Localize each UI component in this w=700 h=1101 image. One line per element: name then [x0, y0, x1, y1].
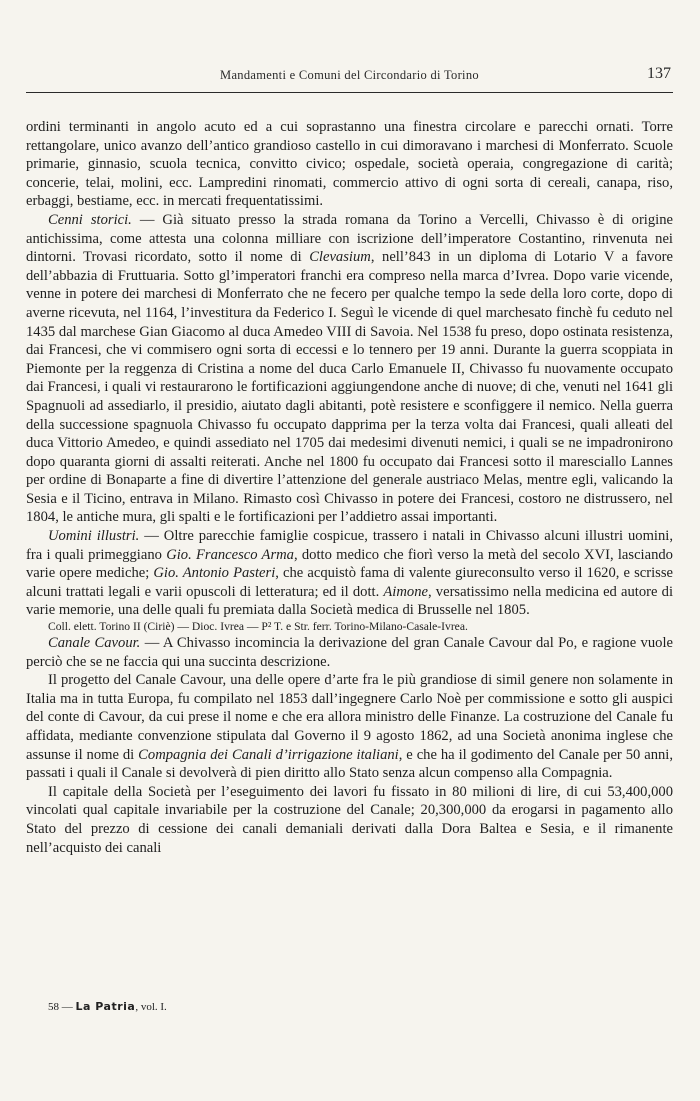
header-title: Mandamenti e Comuni del Circondario di Torino	[220, 68, 479, 82]
administrative-note: Coll. elett. Torino II (Ciriè) — Dioc. Ivrea — P² T. e Str. ferr. Torino-Milano-Casale-Ivrea.	[48, 620, 468, 634]
paragraph-canale-cavour: Canale Cavour. — A Chivasso incomincia la derivazione del gran Canale Cavour dal Po, e ragione vuole perciò che se ne faccia qui una succinta descrizione.	[26, 635, 673, 670]
person-name-aimone: Aimone	[383, 583, 428, 600]
latin-name: Clevasium	[309, 249, 371, 266]
main-text	[26, 118, 673, 857]
page-number: 137	[647, 65, 671, 82]
section-label-canale-cavour: Canale Cavour.	[48, 635, 141, 652]
company-name: Compagnia dei Canali d’irrigazione italiani	[138, 746, 399, 763]
paragraph-1: ordini terminanti in angolo acuto ed a cui soprastanno una finestra circolare e parecchi ornati. Torre rettangolare, unico avanzo dell’antico grandioso castello in cui dimoravano i marchesi di Monferrato. Scuole primarie, ginnasio, scuola tecnica, convitto civico; ospedale, società operaia, congregazione di carità; concerie, telai, molini, ecc. Lampredini rinomati, commercio attivo di ogni sorta di cereali, canapa, riso, erbaggi, bestiame, ecc. in mercati frequentatissimi.	[26, 119, 673, 210]
person-name-arma: Gio. Francesco Arma	[166, 546, 294, 563]
section-label-cenni-storici: Cenni storici.	[48, 211, 132, 228]
paragraph-progetto: Il progetto del Canale Cavour, una delle opere d’arte fra le più grandiose di simil genere non solamente in Italia ma in tutta Europa, fu compilato nel 1853 dall’ingegnere Carlo Noè per commissione e sotto gli auspici del conte di Cavour, da cui prese il nome e che era allora ministro delle Finanze. La costruzione del Canale fu affidata, mediante convenzione stipulata dal Governo il 9 agosto 1862, ad una Società anonima inglese che assunse il nome di Compagnia dei Canali d’irrigazione italiani, e che ha il godimento del Canale per 50 anni, passati i quali il Canale si devolverà di pien diritto allo Stato senza alcun compenso alla Compagnia.	[26, 672, 673, 782]
person-name-pasteri: Gio. Antonio Pasteri	[153, 565, 276, 582]
running-header	[26, 64, 673, 93]
section-label-uomini-illustri: Uomini illustri.	[48, 528, 140, 545]
paragraph-capitale: Il capitale della Società per l’eseguimento dei lavori fu fissato in 80 milioni di lire, di cui 53,400,000 vincolati qual capitale invariabile per la costruzione del Canale; 20,300,000 da erogarsi in pagamento allo Stato del prezzo di cessione dei canali demaniali derivati dalla Dora Baltea e Sesia, e il rimanente nell’acquisto dei canali	[26, 783, 673, 856]
journal-title: La Patria	[75, 1000, 136, 1013]
paragraph-cenni-storici: Cenni storici. — Già situato presso la strada romana da Torino a Vercelli, Chivasso è di origine antichissima, come attesta una colonna milliare con iscrizione dell’imperatore Costantino, rinvenuta nei dintorni. Trovasi ricordato, sotto il nome di Clevasium, nell’843 in un diploma di Lotario V a favore dell’abbazia di Fruttuaria. Sotto gl’imperatori franchi era compreso nella marca d’Ivrea. Dopo varie vicende, venne in potere dei marchesi di Monferrato che ne fecero per qualche tempo la sede della loro corte, dopo di averne ricevuta, nel 1164, l’investitura da Federico I. Seguì le vicende di quel marchesato finchè fu ceduto nel 1435 dal marchese Gian Giacomo al duca Amedeo VIII di Savoia. Nel 1538 fu preso, dopo ostinata resistenza, dai Francesi, che vi commisero ogni sorta di eccessi e lo tennero per 19 anni. Durante la guerra scoppiata in Piemonte per la reggenza di Cristina a nome del duca Carlo Emanuele II, Chivasso fu nuovamente occupato dai Francesi, i quali vi restaurarono le fortificazioni aggiungendone anche di nuove; di che, venuti nel 1641 gli Spagnuoli ad assediarlo, il presidio, aiutato dagli abitanti, potè resistere e sconfiggere il nemico. Nella guerra della successione spagnuola Chivasso fu occupato dapprima per la terza volta dai Francesi, quali alleati del duca Vittorio Amedeo, e quindi assediato nel 1705 dai medesimi divenuti nemici, i quali se ne impadronirono dopo quaranta giorni di assalti reiterati. Anche nel 1800 fu occupato dai Francesi sotto il maresciallo Lannes per ordine di Bonaparte a fine di divertire l’attenzione del generale austriaco Melas, mentre egli, valicando la Sesia e il Ticino, entrava in Milano. Rimasto così Chivasso in potere dei Francesi, costoro ne distrussero, nel 1804, le antiche mura, gli spalti e le fortificazioni per l’addietro assai importanti.	[26, 211, 673, 526]
paragraph-uomini-illustri: Uomini illustri. — Oltre parecchie famiglie cospicue, trassero i natali in Chivasso alcuni illustri uomini, fra i quali primeggiano Gio. Francesco Arma, dotto medico che fiorì verso la metà del secolo XVI, lasciando varie opere mediche; Gio. Antonio Pasteri, che acquistò fama di valente giureconsulto verso il 1620, e scrisse alcuni trattati legali e varii opuscoli di letteratura; ed il dott. Aimone, versatissimo nella medicina ed autore di varie memorie, una delle quali fu premiata dalla Società medica di Brusselle nel 1805.	[26, 528, 673, 619]
printer-signature: 58 — La Patria, vol. I.	[48, 1000, 167, 1013]
